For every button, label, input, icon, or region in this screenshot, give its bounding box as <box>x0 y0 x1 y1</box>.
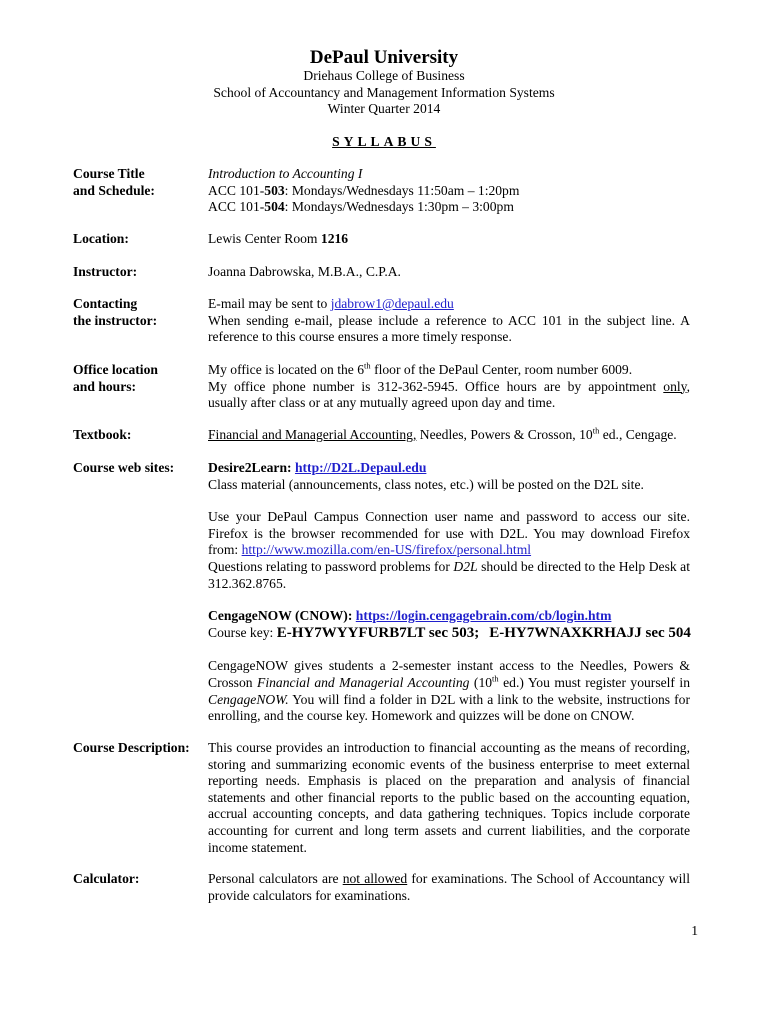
university-title: DePaul University <box>309 47 459 68</box>
syllabus-heading: SYLLABUS <box>332 134 436 149</box>
college-name: Driehaus College of Business <box>303 68 465 83</box>
calculator-body: Personal calculators are not allowed for examinations. The School of Accountancy will provide calculators for examinations. <box>208 871 690 903</box>
syllabus-page: DePaul University Driehaus College of Business School of Accountancy and Management Information Systems Winter Quarter 2014 SYLLABUS Course Title and Schedule: Introduction to Accounting I ACC 101-503: Mondays/Wednesdays 11:50am – 1:20pm ACC 101-504: Mondays/Wednesdays 1:30pm – 3:00pm Location: Lewis Center Room 1216 Instructor: Joanna Dabrowska, M.B.A., C.P.A. Contacting the instructor: E-mail may be sent to jdabrow1@depaul.edu When sending e-mail, please include a reference to ACC 101 in the subject line. A reference to this course ensures a more timely response. Office location and hours: My office is located on the 6th floor of the DePaul Center, room number 6009. My office phone number is 312-362-5945. Office hours are by appointment only, usually after class or at any mutually agreed upon day and time. Textbook: Financial and Managerial Accounting, Needles, Powers & Crosson, 10th ed., Cengage. Course web sites: Desire2Learn: http://D2L.Depaul.edu Class material (announcements, class notes, etc.) will be posted on the D2L site. Use your DePaul Campus Connection user name and password to access our site. Firefox is the browser recommended for use with D2L. You may download Firefox from: http://www.mozilla.com/en-US/firefox/personal.html Questions relating to password problems for D2L should be directed to the Help Desk at 312.362.8765. CengageNOW (CNOW): https://login.cengagebrain.com/cb/login.htm Course key: E-HY7WYYFURB7LT sec 503; E-HY7WNAXKRHAJJ sec 504 CengageNOW gives students a 2-semester instant access to the Needles, Powers & Crosson Financial and Managerial Accounting (10th ed.) You must register yourself in CengageNOW. You will find a folder in D2L with a link to the website, instructions for enrolling, and the course key. Homework and quizzes will be done on CNOW. Course Description: This course provides an introduction to financial accounting as the means of recording, storing and summarizing economic events of the business enterprise to meet external reporting needs. Emphasis is placed on the preparation and analysis of financial statements and other financial reports to the public based on the accounting equation, accrual accounting concepts, and data gathering techniques. Topics include corporate accounting for current and long term assets and current liabilities, and the corporate income statement. Calculator: Personal calculators are not allowed for examinations. The School of Accountancy will provide calculators for examinations. 1 <box>0 0 768 1024</box>
office-body: My office is located on the 6th floor of the DePaul Center, room number 6009. My office phone number is 312-362-5945. Office hours are by appointment only, usually after class or at any mutually agreed upon day and time. <box>208 360 690 411</box>
section-503: ACC 101-503: Mondays/Wednesdays 11:50am – 1:20pm <box>208 182 520 198</box>
office-label: Office location and hours: <box>73 362 158 394</box>
section-504: ACC 101-504: Mondays/Wednesdays 1:30pm – 3:00pm <box>208 199 514 215</box>
course-label: Course Title and Schedule: <box>73 166 155 198</box>
textbook-body: Financial and Managerial Accounting, Needles, Powers & Crosson, 10th ed., Cengage. <box>208 425 677 442</box>
instructor-name: Joanna Dabrowska, M.B.A., C.P.A. <box>208 264 401 279</box>
course-key: Course key: E-HY7WYYFURB7LT sec 503; E-HY7WNAXKRHAJJ sec 504 <box>208 624 691 641</box>
websites-body: Desire2Learn: http://D2L.Depaul.edu Class material (announcements, class notes, etc.) will be posted on the D2L site. Use your DePaul Campus Connection user name and password to access our site. Firefox is the browser recommended for use with D2L. You may download Firefox from: http://www.mozilla.com/en-US/firefox/personal.html Questions relating to password problems for D2L should be directed to the Help Desk at 312.362.8765. CengageNOW (CNOW): https://login.cengagebrain.com/cb/login.htm Course key: E-HY7WYYFURB7LT sec 503; E-HY7WNAXKRHAJJ sec 504 CengageNOW gives students a 2-semester instant access to the Needles, Powers & Crosson Financial and Managerial Accounting (10th ed.) You must register yourself in CengageNOW. You will find a folder in D2L with a link to the website, instructions for enrolling, and the course key. Homework and quizzes will be done on CNOW. <box>208 460 691 724</box>
description-body: This course provides an introduction to financial accounting as the means of recording, storing and summarizing economic events of the business enterprise to meet external reporting needs. Emphasis is placed on the preparation and analysis of financial statements and other financial reports to the public based on the accounting equation, accrual accounting concepts, and data gathering techniques. Topics include corporate accounting for current and long term assets and current liabilities, and the corporate income statement. <box>208 740 690 855</box>
location-body: Lewis Center Room 1216 <box>208 231 349 246</box>
contact-body: E-mail may be sent to jdabrow1@depaul.edu When sending e-mail, please include a reference to ACC 101 in the subject line. A reference to this course ensures a more timely response. <box>208 296 690 345</box>
course-body <box>208 166 690 216</box>
firefox-link[interactable]: http://www.mozilla.com/en-US/firefox/personal.html <box>241 542 532 558</box>
cengagenow-link[interactable]: https://login.cengagebrain.com/cb/login.htm <box>355 608 612 624</box>
course-title: Introduction to Accounting I <box>208 166 363 181</box>
page-number: 1 <box>691 923 698 938</box>
term: Winter Quarter 2014 <box>327 101 441 116</box>
contact-label: Contacting the instructor: <box>73 296 158 328</box>
school-name: School of Accountancy and Management Information Systems <box>213 85 555 100</box>
instructor-email-link[interactable]: jdabrow1@depaul.edu <box>330 296 454 311</box>
textbook-title: Financial and Managerial Accounting, <box>208 427 417 442</box>
d2l-link[interactable]: http://D2L.Depaul.edu <box>294 460 427 475</box>
